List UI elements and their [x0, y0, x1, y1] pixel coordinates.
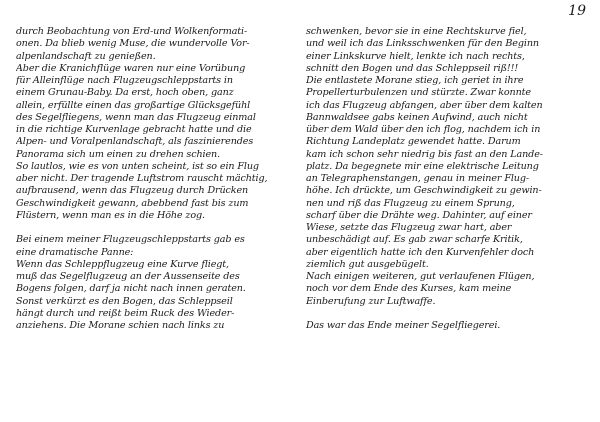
handwritten-line: ziemlich gut ausgebügelt. [306, 258, 429, 270]
handwritten-line: für Alleinflüge nach Flugzeugschleppstarts in [16, 75, 233, 86]
handwritten-line: Die entlastete Morane stieg, ich geriet in ihre [306, 75, 524, 86]
right-text-column [306, 26, 592, 332]
handwritten-line: kam ich schon sehr niedrig bis fast an den Lande- [306, 148, 543, 160]
handwritten-line: Wenn das Schleppflugzeug eine Kurve fliegt, [16, 258, 229, 270]
handwritten-line: in die richtige Kurvenlage gebracht hatte und die [16, 124, 252, 135]
handwritten-line: onen. Da blieb wenig Muse, die wundervolle Vor- [16, 38, 250, 50]
handwritten-line: aufbrausend, wenn das Flugzeug durch Drücken [16, 185, 249, 197]
handwritten-line [16, 222, 296, 234]
handwritten-line: aber eigentlich hatte ich den Kurvenfehler doch [306, 246, 535, 258]
handwritten-line: unbeschädigt auf. Es gab zwar scharfe Kritik, [306, 234, 523, 246]
handwritten-line: alpenlandschaft zu genießen. [16, 50, 156, 62]
handwritten-line [306, 308, 592, 320]
handwritten-line: ich das Flugzeug abfangen, aber über dem kalten [306, 99, 543, 111]
handwritten-line: einer Linkskurve hielt, lenkte ich nach rechts, [306, 50, 525, 62]
handwritten-line: allein, erfüllte einen das großartige Glücksgefühl [16, 99, 251, 111]
handwritten-line: nen und riß das Flugzeug zu einem Sprung, [306, 197, 515, 209]
handwritten-line: Aber die Kranichflüge waren nur eine Vorübung [16, 62, 246, 74]
handwritten-line: Richtung Landeplatz gewendet hatte. Darum [306, 136, 521, 148]
handwritten-line: Alpen- und Voralpenlandschaft, als faszinierendes [16, 136, 254, 148]
handwritten-line: Panorama sich um einen zu drehen schien. [16, 148, 221, 160]
handwritten-line: höhe. Ich drückte, um Geschwindigkeit zu gewin- [306, 185, 542, 197]
handwritten-line: Geschwindigkeit gewann, abebbend fast bis zum [16, 197, 249, 209]
page-number: 19 [568, 3, 586, 19]
handwritten-line: Bannwaldsee gabs keinen Aufwind, auch nicht [306, 111, 528, 123]
handwritten-line: über dem Wald über den ich flog, nachdem ich in [306, 124, 541, 135]
handwritten-line: schnitt den Bogen und das Schleppseil riß!!! [306, 62, 519, 74]
handwritten-line: anziehens. Die Morane schien nach links zu [16, 320, 225, 331]
handwritten-line: des Segelfliegens, wenn man das Flugzeug einmal [16, 111, 256, 123]
left-text-column [16, 26, 296, 332]
handwritten-line: Das war das Ende meiner Segelfliegerei. [306, 320, 501, 331]
handwritten-line: und weil ich das Linksschwenken für den Beginn [306, 38, 539, 50]
handwritten-line: Wiese, setzte das Flugzeug zwar hart, aber [306, 222, 512, 233]
handwritten-line: durch Beobachtung von Erd-und Wolkenformati- [16, 26, 248, 37]
handwritten-line: aber nicht. Der tragende Luftstrom rauscht mächtig, [16, 173, 268, 184]
handwritten-line: Bei einem meiner Flugzeugschleppstarts gab es [16, 234, 245, 246]
handwritten-line: schwenken, bevor sie in eine Rechtskurve fiel, [306, 26, 527, 37]
handwritten-line: Bogens folgen, darf ja nicht nach innen geraten. [16, 283, 246, 295]
handwritten-line: Propellerturbulenzen und stürzte. Zwar konnte [306, 87, 531, 99]
handwritten-line: Einberufung zur Luftwaffe. [306, 295, 436, 307]
handwritten-line: Flüstern, wenn man es in die Höhe zog. [16, 209, 205, 221]
handwritten-line: Sonst verkürzt es den Bogen, das Schleppseil [16, 295, 233, 307]
handwritten-line: hängt durch und reißt beim Ruck des Wieder- [16, 307, 235, 319]
handwritten-line: einem Grunau-Baby. Da erst, hoch oben, ganz [16, 87, 234, 99]
handwritten-line: noch vor dem Ende des Kurses, kam meine [306, 283, 512, 295]
handwritten-line: scharf über die Drähte weg. Dahinter, auf einer [306, 209, 532, 221]
handwritten-line: Nach einigen weiteren, gut verlaufenen Flügen, [306, 271, 535, 282]
handwritten-line: muß das Segelflugzeug an der Aussenseite des [16, 271, 240, 282]
handwritten-line: So lautlos, wie es von unten scheint, ist so ein Flug [16, 160, 259, 172]
handwritten-line: eine dramatische Panne: [16, 246, 134, 258]
handwritten-line: an Telegraphenstangen, genau in meiner Flug- [306, 173, 530, 184]
handwritten-line: platz. Da begegnete mir eine elektrische Leitung [306, 160, 539, 172]
